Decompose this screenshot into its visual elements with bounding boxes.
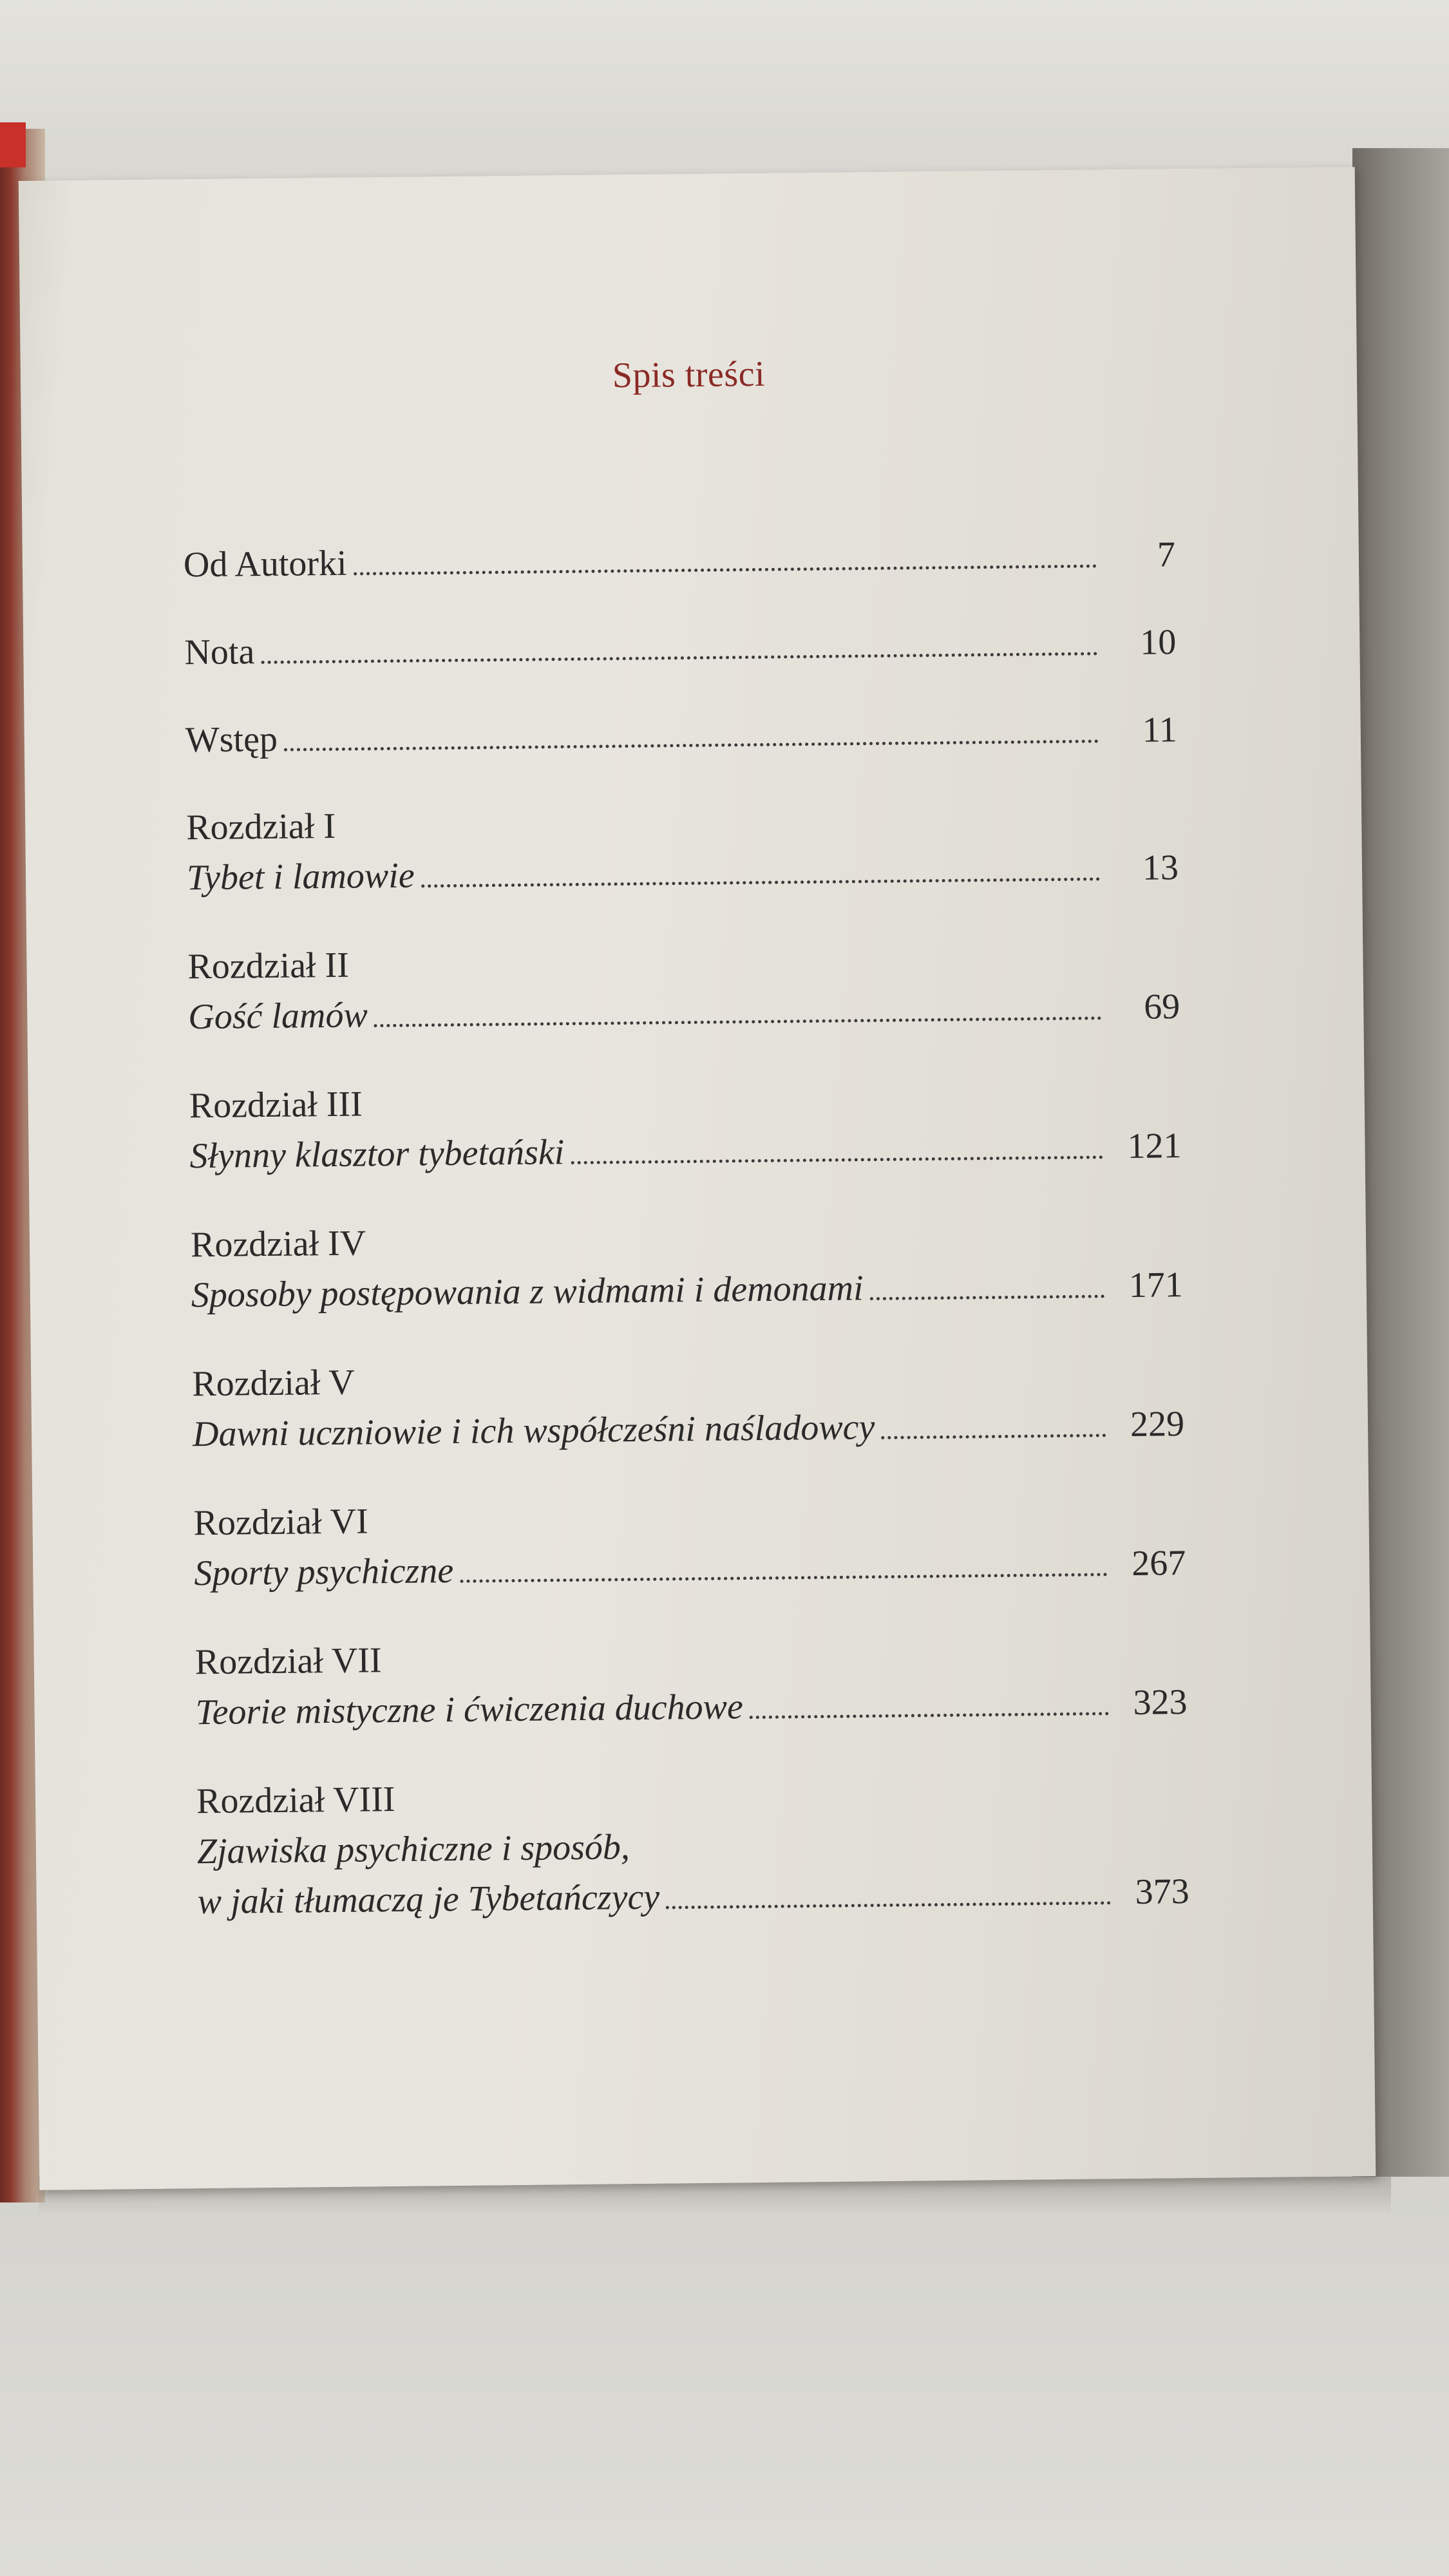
toc-page-number: 373 <box>1135 1871 1189 1912</box>
toc-chapter-3 <box>189 1070 1182 1181</box>
toc-chapter-2 <box>187 931 1180 1042</box>
toc-chapter-7 <box>194 1627 1188 1738</box>
chapter-number: Rozdział V <box>191 1362 355 1405</box>
dot-leader <box>460 1573 1107 1583</box>
dot-leader <box>870 1294 1104 1300</box>
chapter-number: Rozdział VII <box>194 1640 382 1683</box>
toc-page-number: 323 <box>1133 1682 1188 1723</box>
toc-title: Spis treści <box>612 354 766 396</box>
toc-page-number: 11 <box>1142 710 1178 750</box>
toc-entry-label: Nota <box>184 632 255 673</box>
toc-page-number: 13 <box>1142 848 1179 888</box>
dot-leader <box>374 1016 1102 1027</box>
dot-leader <box>354 564 1097 575</box>
chapter-title: Dawni uczniowie i ich współcześni naśladowcy <box>192 1407 875 1455</box>
chapter-number: Rozdział IV <box>190 1223 366 1265</box>
toc-entry-od-autorki <box>184 529 1176 590</box>
chapter-number: Rozdział III <box>189 1084 363 1126</box>
toc-page-number: 267 <box>1131 1543 1186 1584</box>
toc-entry-nota <box>184 617 1177 677</box>
toc-page-number: 69 <box>1143 987 1180 1027</box>
toc-entry-label: Wstęp <box>185 719 278 761</box>
chapter-title: Sporty psychiczne <box>194 1550 454 1594</box>
chapter-number: Rozdział I <box>185 806 336 848</box>
toc-chapter-4 <box>191 1209 1184 1320</box>
chapter-title: Sposoby postępowania z widmami i demonami <box>191 1268 864 1316</box>
toc-chapter-1 <box>186 792 1179 903</box>
dot-leader <box>421 877 1100 887</box>
toc-chapter-6 <box>193 1488 1186 1598</box>
chapter-title: Gość lamów <box>188 995 368 1037</box>
dot-leader <box>284 739 1099 751</box>
toc-chapter-8 <box>196 1766 1189 1927</box>
table-of-contents <box>184 529 1190 1965</box>
toc-chapter-5 <box>192 1349 1185 1459</box>
dot-leader <box>571 1155 1103 1164</box>
dot-leader <box>666 1901 1111 1909</box>
dot-leader <box>881 1434 1106 1439</box>
chapter-title: Słynny klasztor tybetański <box>189 1132 565 1177</box>
toc-page-number: 10 <box>1139 622 1177 663</box>
toc-page-number: 171 <box>1128 1265 1184 1305</box>
toc-page-number: 7 <box>1157 535 1176 575</box>
chapter-number: Rozdział VIII <box>196 1779 395 1822</box>
toc-entry-label: Od Autorki <box>183 543 347 585</box>
chapter-title-line-1: Zjawiska psychiczne i sposób, <box>196 1827 630 1872</box>
chapter-title: Teorie mistyczne i ćwiczenia duchowe <box>195 1687 744 1733</box>
toc-page-number: 121 <box>1127 1126 1182 1167</box>
dot-leader <box>750 1712 1109 1719</box>
book-page <box>19 167 1376 2190</box>
chapter-title: Tybet i lamowie <box>186 855 415 898</box>
toc-page-number: 229 <box>1130 1404 1185 1444</box>
dot-leader <box>261 652 1097 664</box>
chapter-number: Rozdział II <box>187 945 350 987</box>
toc-entry-wstep <box>185 705 1177 765</box>
chapter-title-line-2: w jaki tłumaczą je Tybetańczycy <box>197 1877 660 1922</box>
bookmark-ribbon <box>0 122 26 167</box>
chapter-number: Rozdział VI <box>193 1501 368 1544</box>
